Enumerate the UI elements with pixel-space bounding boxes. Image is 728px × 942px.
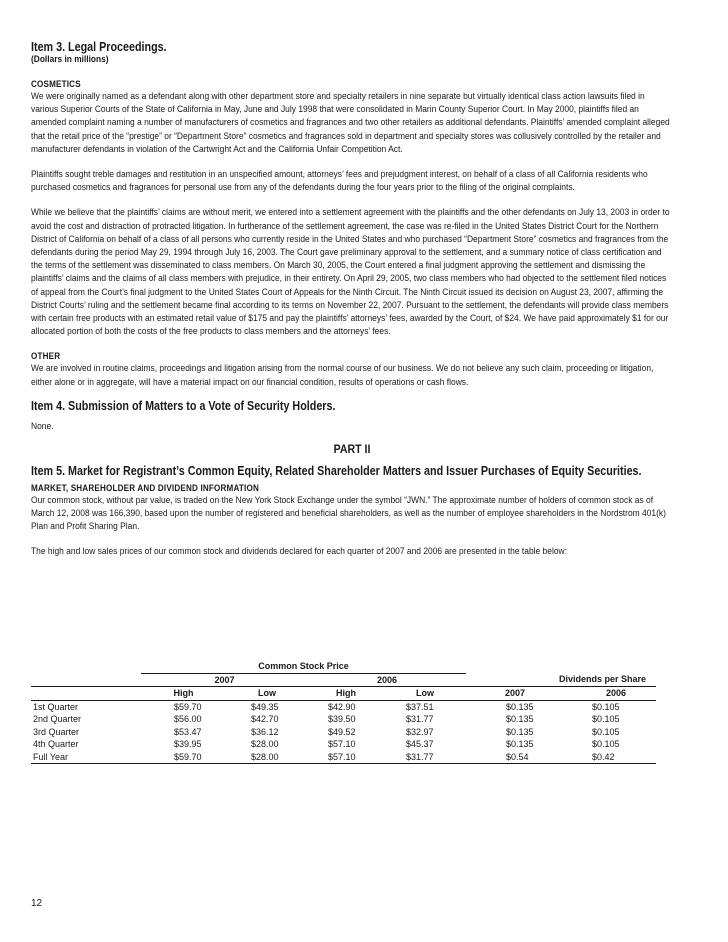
table-cell: $28.00 bbox=[251, 739, 279, 749]
row-label: 4th Quarter bbox=[33, 739, 79, 749]
table-cell: $45.37 bbox=[406, 739, 434, 749]
row-label: 1st Quarter bbox=[33, 701, 79, 712]
table-row bbox=[31, 726, 656, 739]
other-heading: OTHER bbox=[31, 351, 61, 362]
table-intro-paragraph: The high and low sales prices of our common stock and dividends declared for each quarter of 2007 and 2006 are presented in the table below: bbox=[31, 545, 567, 557]
dividends-header: Dividends per Share bbox=[466, 673, 656, 687]
row-label: 3rd Quarter bbox=[33, 726, 80, 737]
other-paragraph: We are involved in routine claims, proceedings and litigation arising from the normal course of our business. We do not believe any such claim, proceeding or litigation, either alone or in aggregate, will have a material impact on our financial condition, results of operations or cash flows. bbox=[31, 363, 654, 388]
table-cell: $42.90 bbox=[328, 701, 356, 712]
table-cell: $39.50 bbox=[328, 714, 356, 724]
table-row bbox=[31, 751, 656, 764]
table-cell: $0.105 bbox=[592, 726, 620, 737]
cosmetics-paragraph-1: We were originally named as a defendant along with other department store and specialty retailers in nine separate but virtually identical class action lawsuits filed in various Superior Courts of the State of California in May, June and July 1998 that were consolidated in Marin County Superior Court. In May 2000, plaintiffs filed an amended complaint naming a number of manufacturers of cosmetics and fragrances and two other retailers as additional defendants. Plaintiffs’ amended complaint alleged that the retail price of the “prestige” or “Department Store” cosmetics and fragrances sold in department and specialty stores was collusively controlled by the retailer and manufacturer defendants in violation of the Cartwright Act and the California Unfair Competition Act. bbox=[31, 91, 670, 155]
table-cell: $57.10 bbox=[328, 739, 356, 749]
item3-title: Item 3. Legal Proceedings. bbox=[31, 40, 167, 54]
item3-subtitle: (Dollars in millions) bbox=[31, 54, 109, 65]
table-cell: $36.12 bbox=[251, 726, 279, 737]
item4-body: None. bbox=[31, 420, 54, 432]
table-cell: $0.42 bbox=[564, 751, 656, 764]
table-cell: $28.00 bbox=[226, 751, 308, 764]
part2-title: PART II bbox=[333, 442, 371, 457]
table-cell: $49.52 bbox=[328, 726, 356, 737]
table-cell: $0.105 bbox=[592, 714, 620, 724]
table-cell: $59.70 bbox=[141, 751, 226, 764]
page-content bbox=[31, 40, 673, 558]
cosmetics-paragraph-3: While we believe that the plaintiffs’ claims are without merit, we entered into a settlement agreement with the plaintiffs and the other defendants on July 13, 2003 in order to avoid the cost and distraction of protracted litigation. In furtherance of the settlement agreement, the case was re-filed in the United States District Court for the Northern District of California on behalf of a class of all persons who currently reside in the United States and who purchased “Department Store” cosmetics and fragrances from the defendants during the period May 29, 1994 through July 16, 2003. The Court gave preliminary approval to the settlement, and a summary notice of class certification and the terms of the settlement was disseminated to class members. On March 30, 2005, the Court entered a final judgment approving the settlement and dismissing the plaintiffs’ claims and the claims of all class members with prejudice, in their entirety. On April 29, 2005, two class members who had objected to the settlement filed notices of appeal from the Court’s final judgment to the United States Court of Appeals for the Ninth Circuit. The Ninth Circuit issued its decision on August 23, 2007, affirming the District Courts’ ruling and the settlement became final according to its terms on November 22, 2007. Pursuant to the settlement, the defendants will provide class members with certain free products with an estimated retail value of $175 and pay the plaintiffs’ attorneys’ fees, awarded by the Court, of $24. We have paid approximately $1 for our allocated portion of both the costs of the free products to class members and the attorneys’ fees. bbox=[31, 207, 670, 338]
table-row bbox=[31, 738, 656, 751]
table-cell: $37.51 bbox=[406, 701, 434, 712]
row-label: Full Year bbox=[31, 751, 141, 764]
item4-title: Item 4. Submission of Matters to a Vote of Security Holders. bbox=[31, 398, 336, 413]
col-dividend-2006: 2006 bbox=[564, 687, 656, 701]
col-dividend-2007: 2007 bbox=[466, 687, 564, 701]
page-number: 12 bbox=[31, 898, 43, 909]
table-cell: $57.10 bbox=[308, 751, 384, 764]
table-cell: $0.105 bbox=[592, 701, 620, 712]
table-cell: $56.00 bbox=[174, 714, 202, 724]
cosmetics-heading: COSMETICS bbox=[31, 79, 81, 89]
table-cell: $32.97 bbox=[406, 726, 434, 737]
table-cell: $59.70 bbox=[174, 701, 202, 712]
col-high-2007: High bbox=[141, 687, 226, 701]
table-cell: $31.77 bbox=[384, 751, 466, 764]
col-high-2006: High bbox=[308, 687, 384, 701]
year-2007-header: 2007 bbox=[141, 673, 308, 687]
row-label: 2nd Quarter bbox=[33, 714, 82, 724]
table-cell: $0.135 bbox=[506, 714, 534, 724]
year-2006-header: 2006 bbox=[308, 673, 466, 687]
table-cell: $0.135 bbox=[506, 701, 534, 712]
col-low-2007: Low bbox=[226, 687, 308, 701]
table-row bbox=[31, 713, 656, 726]
common-stock-price-header: Common Stock Price bbox=[258, 661, 349, 671]
table-cell: $0.135 bbox=[506, 739, 534, 749]
item5-title: Item 5. Market for Registrant’s Common Equity, Related Shareholder Matters and Issuer Purchases of Equity Securities. bbox=[31, 464, 642, 479]
table-cell: $31.77 bbox=[406, 714, 434, 724]
table-cell: $42.70 bbox=[251, 714, 279, 724]
table-cell: $0.135 bbox=[506, 726, 534, 737]
table-row bbox=[31, 700, 656, 713]
stock-price-table bbox=[31, 660, 656, 764]
col-low-2006: Low bbox=[384, 687, 466, 701]
market-info-heading: MARKET, SHAREHOLDER AND DIVIDEND INFORMATION bbox=[31, 483, 259, 494]
cosmetics-paragraph-2: Plaintiffs sought treble damages and restitution in an unspecified amount, attorneys’ fees and prejudgment interest, on behalf of a class of all California residents who purchased cosmetics and fragrances for personal use from any of the defendants during the four years prior to the filing of the original complaints. bbox=[31, 169, 648, 194]
table-cell: $49.35 bbox=[251, 701, 279, 712]
table-cell: $0.54 bbox=[466, 751, 564, 764]
table-cell: $53.47 bbox=[174, 726, 202, 737]
market-info-paragraph: Our common stock, without par value, is traded on the New York Stock Exchange under the symbol “JWN.” The approximate number of holders of common stock as of March 12, 2008 was 166,390, based upon the number of registered and beneficial shareholders, as well as the number of employee shareholders in the Nordstrom 401(k) Plan and Profit Sharing Plan. bbox=[31, 495, 666, 533]
table-cell: $0.105 bbox=[592, 739, 620, 749]
table-cell: $39.95 bbox=[174, 739, 202, 749]
stock-table-body bbox=[31, 700, 656, 764]
